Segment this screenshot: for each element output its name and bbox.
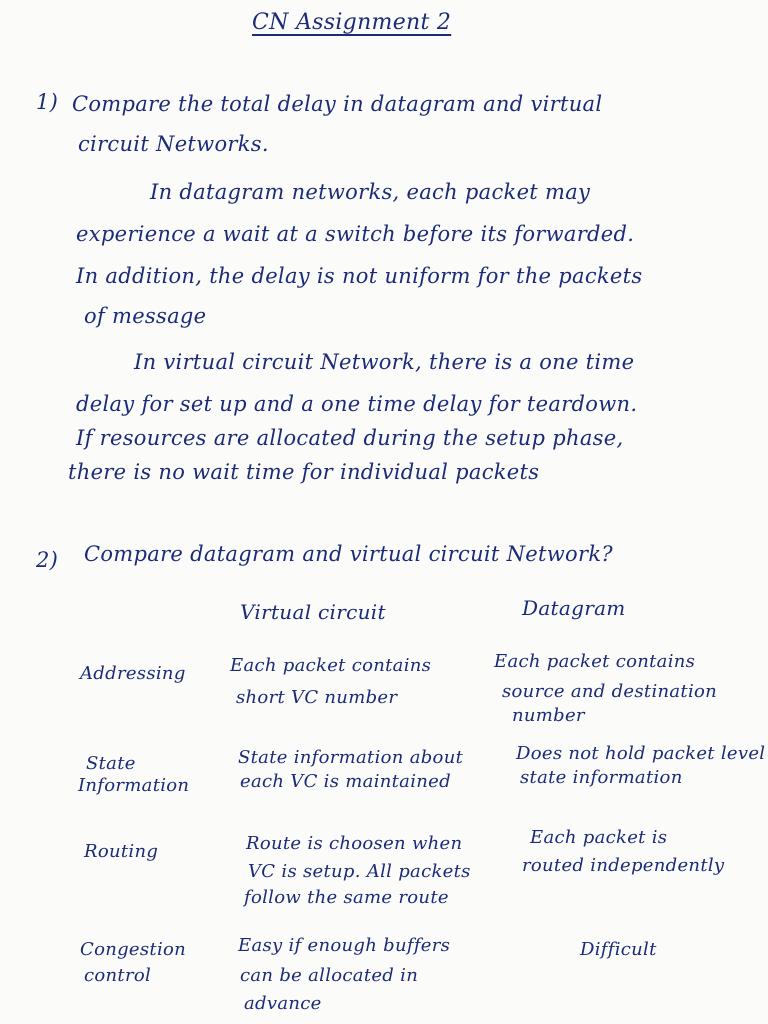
q1-answer-line-1: In datagram networks, each packet may: [150, 180, 591, 204]
vc-routing-line-3: follow the same route: [244, 887, 449, 908]
q1-answer-line-3: In addition, the delay is not uniform for the packets: [76, 264, 643, 288]
q1-answer-line-6: delay for set up and a one time delay for teardown.: [76, 392, 638, 416]
vc-addressing-line-1: Each packet contains: [230, 655, 432, 676]
q2-number: 2): [36, 548, 59, 572]
dg-routing-line-2: routed independently: [522, 855, 725, 876]
q1-answer-line-2: experience a wait at a switch before its forwarded.: [76, 222, 635, 246]
row-label-congestion: Congestion: [80, 939, 187, 960]
vc-congestion-line-1: Easy if enough buffers: [238, 935, 451, 956]
dg-addressing-line-3: number: [512, 705, 585, 726]
q2-question: Compare datagram and virtual circuit Network?: [84, 542, 613, 566]
q1-answer-line-8: there is no wait time for individual packets: [68, 460, 540, 484]
dg-addressing-line-1: Each packet contains: [494, 651, 696, 672]
column-header-virtual-circuit: Virtual circuit: [240, 600, 386, 624]
dg-addressing-line-2: source and destination: [502, 681, 718, 702]
vc-congestion-line-3: advance: [244, 993, 322, 1014]
dg-routing-line-1: Each packet is: [530, 827, 668, 848]
page-title: CN Assignment 2: [252, 10, 452, 35]
dg-state-line-1: Does not hold packet level: [516, 743, 766, 764]
vc-routing-line-1: Route is choosen when: [246, 833, 463, 854]
vc-routing-line-2: VC is setup. All packets: [248, 861, 471, 882]
row-label-state: State: [86, 753, 136, 774]
q1-answer-line-5: In virtual circuit Network, there is a one time: [134, 350, 635, 374]
vc-addressing-line-2: short VC number: [236, 687, 398, 708]
row-label-control: control: [84, 965, 152, 986]
vc-state-line-2: each VC is maintained: [240, 771, 451, 792]
row-label-information: Information: [78, 775, 190, 796]
dg-state-line-2: state information: [520, 767, 683, 788]
vc-congestion-line-2: can be allocated in: [240, 965, 419, 986]
q1-answer-line-4: of message: [84, 304, 207, 328]
column-header-datagram: Datagram: [522, 596, 626, 620]
q1-answer-line-7: If resources are allocated during the setup phase,: [76, 426, 624, 450]
row-label-routing: Routing: [84, 841, 159, 862]
q1-number: 1): [36, 90, 59, 114]
dg-congestion-line-1: Difficult: [580, 939, 657, 960]
row-label-addressing: Addressing: [80, 663, 186, 684]
q1-question-line-2: circuit Networks.: [78, 132, 269, 156]
vc-state-line-1: State information about: [238, 747, 464, 768]
q1-question-line-1: Compare the total delay in datagram and virtual: [72, 92, 603, 116]
